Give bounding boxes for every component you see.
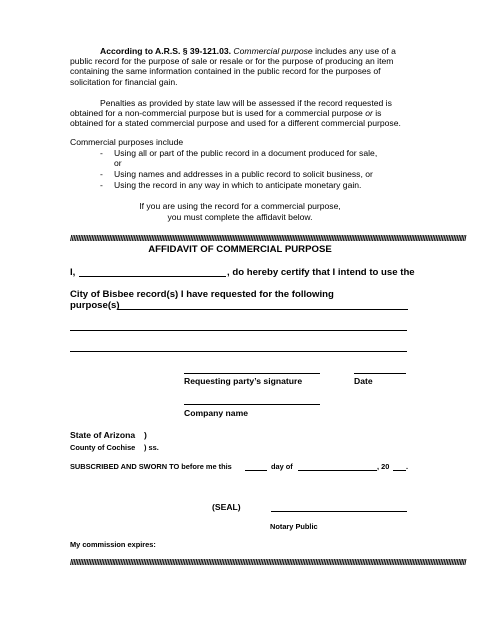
penalty-text-2: is obtained for a stated commercial purpose and used for a different commercial purpose. [70,108,401,129]
sworn-text-1: SUBSCRIBED AND SWORN TO before me this [70,462,232,471]
city-text: City of Bisbee record(s) I have requested for the following [70,289,334,300]
signature-label: Requesting party’s signature [184,376,303,386]
purpose-label: purpose(s) [70,300,120,311]
sworn-year-blank[interactable] [393,470,406,471]
state-label: State of Arizona [70,430,136,440]
statute-label: According to A.R.S. § 39-121.03. [100,46,232,56]
purpose-blank-2[interactable] [70,330,407,331]
purpose-item-1: - Using all or part of the public record in a document produced for sale, [100,148,378,158]
sworn-text-3: , 20 [377,462,390,471]
sworn-month-blank[interactable] [298,470,377,471]
slash-divider-bottom: //////////////////////////////////////////////////////////////////////////////////////////////////////////////////////////////////////////////////////////////////////////////////////////////////////////////////////////////////////////////////// [70,558,466,567]
name-blank[interactable] [79,276,226,277]
notary-label: Notary Public [270,522,318,531]
commercial-purpose-term: Commercial purpose [233,46,313,56]
state-paren: ) [144,430,147,440]
intro-paragraph [70,46,410,87]
purpose-blank-1[interactable] [118,309,408,310]
notice-line-2: you must complete the affidavit below. [167,212,313,222]
sworn-end: . [406,462,409,471]
slash-divider-top: //////////////////////////////////////////////////////////////////////////////////////////////////////////////////////////////////////////////////////////////////////////////////////////////////////////////////////////////////////////////////// [70,234,466,243]
penalty-paragraph [70,98,410,129]
commission-label: My commission expires: [70,540,156,549]
penalty-or: or [365,108,373,119]
date-line[interactable] [354,373,406,374]
definition-text: includes any use of a public record for the purpose of sale or resale or for the purpose of producing an item containing the same information contained in the public record for the purposes of solicitation for financial gain. [70,46,396,87]
notary-signature-line[interactable] [271,511,407,512]
seal-label: (SEAL) [212,502,241,512]
signature-line[interactable] [184,373,320,374]
certify-text: , do hereby certify that I intend to use the [227,267,415,278]
affidavit-title: AFFIDAVIT OF COMMERCIAL PURPOSE [148,244,332,255]
line-i-label: I, [70,267,76,278]
purposes-heading: Commercial purposes include [70,137,184,147]
purpose-item-3: - Using the record in any way in which to anticipate monetary gain. [100,180,362,190]
sworn-day-blank[interactable] [245,470,267,471]
purpose-blank-3[interactable] [70,351,407,352]
sworn-text-2: day of [271,462,293,471]
date-label: Date [354,376,373,386]
purpose-item-2: - Using names and addresses in a public record to solicit business, or [100,169,373,179]
penalty-text-1: Penalties as provided by state law will be assessed if the record requested is obtained for a non-commercial purpose but is used for a commercial purpose [70,98,392,119]
notice-line-1: If you are using the record for a commercial purpose, [139,201,341,211]
company-line[interactable] [184,404,320,405]
county-ss: ) ss. [144,443,159,452]
company-label: Company name [184,408,248,418]
county-label: County of Cochise [70,443,136,452]
purpose-item-or: or [114,158,122,168]
